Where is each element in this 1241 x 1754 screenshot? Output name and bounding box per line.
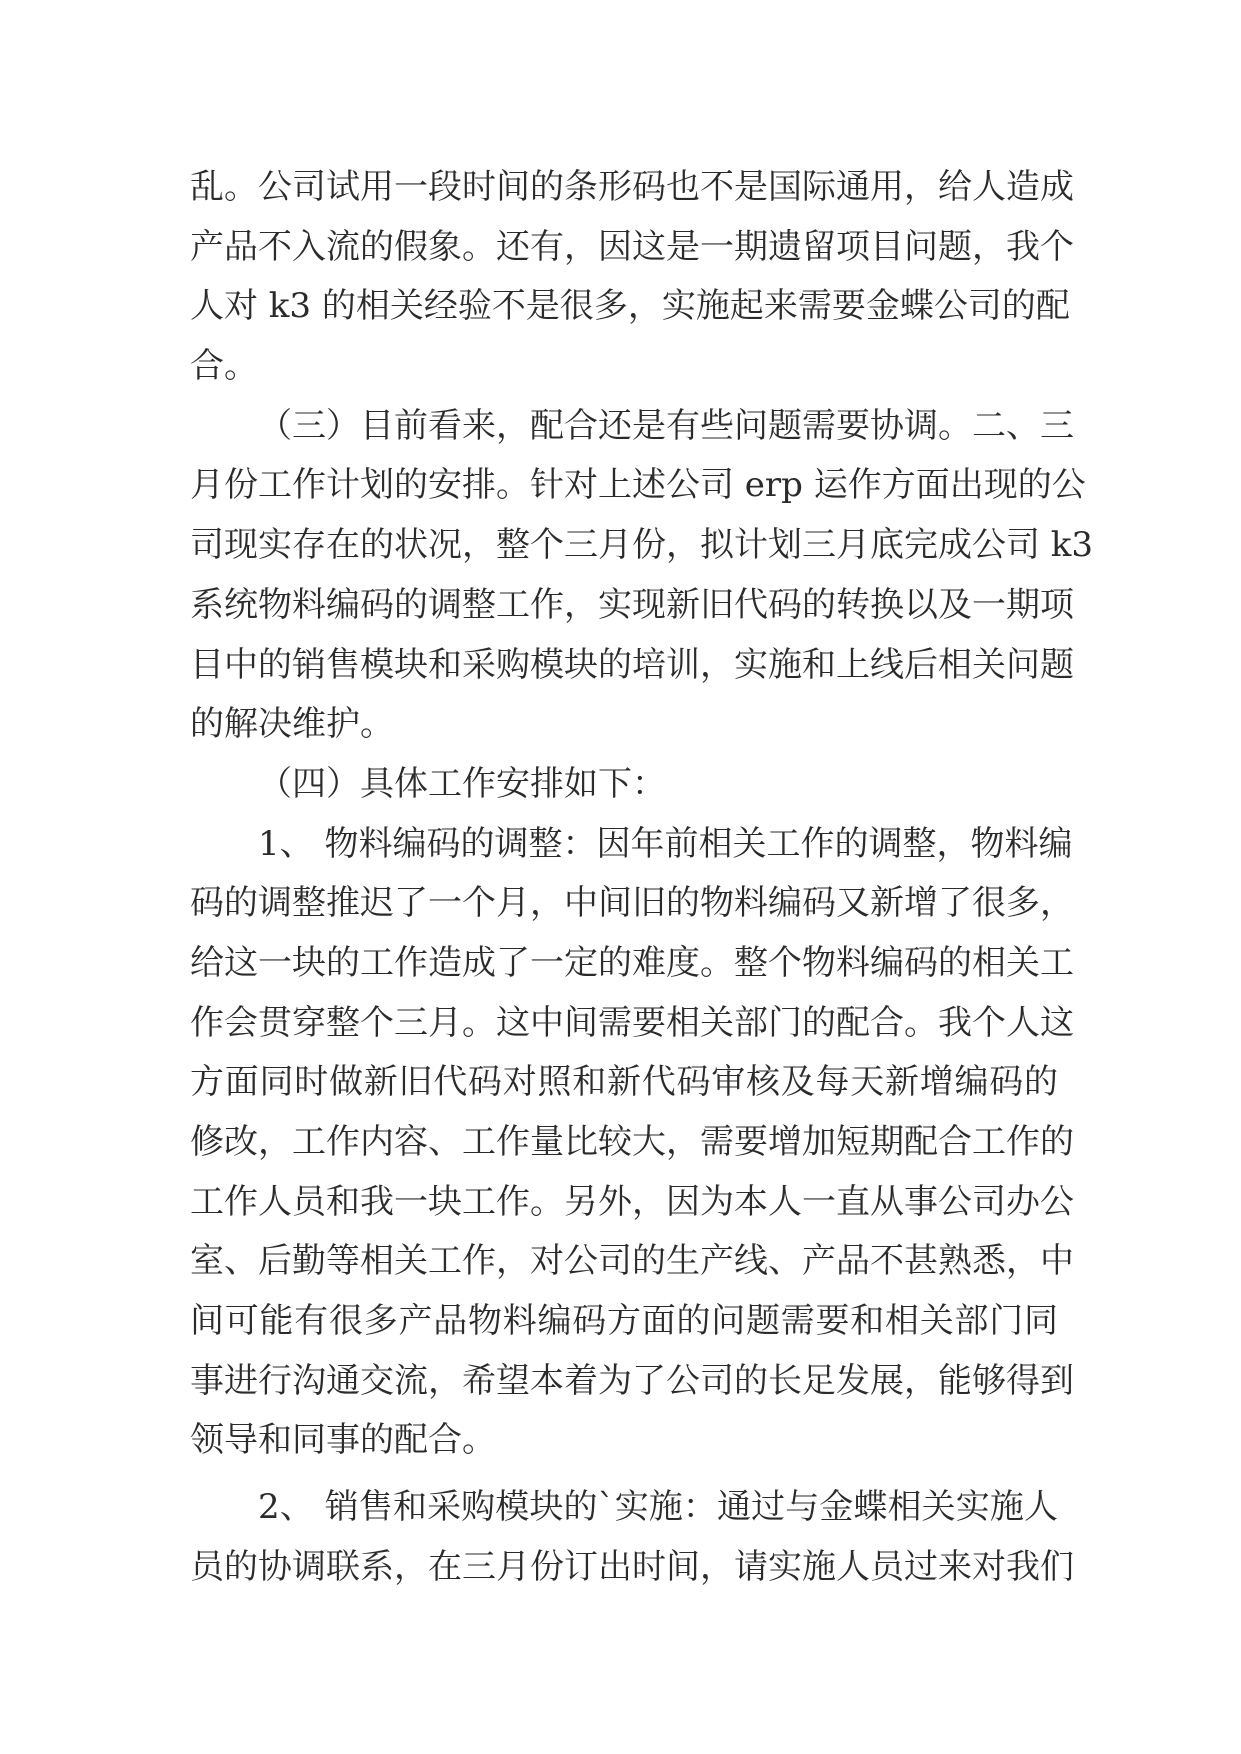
text-line: （三）目前看来，配合还是有些问题需要协调。二、三 [258, 405, 1074, 446]
text-line: 工作人员和我一块工作。另外，因为本人一直从事公司办公 [190, 1181, 1074, 1222]
text-line: 事进行沟通交流，希望本着为了公司的长足发展，能够得到 [190, 1360, 1074, 1401]
text-line: 司现实存在的状况，整个三月份，拟计划三月底完成公司 k3 [190, 525, 1094, 566]
text-line: 目中的销售模块和采购模块的培训，实施和上线后相关问题 [190, 644, 1074, 685]
text-line: 系统物料编码的调整工作，实现新旧代码的转换以及一期项 [190, 584, 1074, 625]
text-line: 作会贯穿整个三月。这中间需要相关部门的配合。我个人这 [190, 1002, 1074, 1043]
text-line: 间可能有很多产品物料编码方面的问题需要和相关部门同 [190, 1301, 1058, 1342]
text-line: 1、 物料编码的调整：因年前相关工作的调整，物料编 [258, 823, 1073, 864]
text-line: 领导和同事的配合。 [190, 1420, 496, 1461]
text-line: 乱。公司试用一段时间的条形码也不是国际通用，给人造成 [190, 167, 1074, 207]
text-line: 2、 销售和采购模块的`实施：通过与金蝶相关实施人 [258, 1487, 1058, 1528]
text-line: 月份工作计划的安排。针对上述公司 erp 运作方面出现的公 [190, 465, 1086, 506]
text-line: 给这一块的工作造成了一定的难度。整个物料编码的相关工 [190, 942, 1074, 983]
text-line: 的解决维护。 [190, 704, 394, 745]
text-line: 人对 k3 的相关经验不是很多，实施起来需要金蝶公司的配 [190, 286, 1070, 327]
body-text [190, 158, 1094, 1598]
text-line: 修改，工作内容、工作量比较大，需要增加短期配合工作的 [190, 1122, 1074, 1162]
text-line: 合。 [190, 346, 258, 387]
text-line: 室、后勤等相关工作，对公司的生产线、产品不甚熟悉，中 [190, 1241, 1074, 1282]
text-line: （四）具体工作安排如下： [258, 763, 666, 804]
text-line: 产品不入流的假象。还有，因这是一期遗留项目问题，我个 [190, 226, 1074, 267]
text-line: 方面同时做新旧代码对照和新代码审核及每天新增编码的 [190, 1062, 1058, 1103]
text-line: 员的协调联系，在三月份订出时间，请实施人员过来对我们 [190, 1546, 1074, 1587]
text-line: 码的调整推迟了一个月，中间旧的物料编码又新增了很多， [190, 883, 1074, 924]
